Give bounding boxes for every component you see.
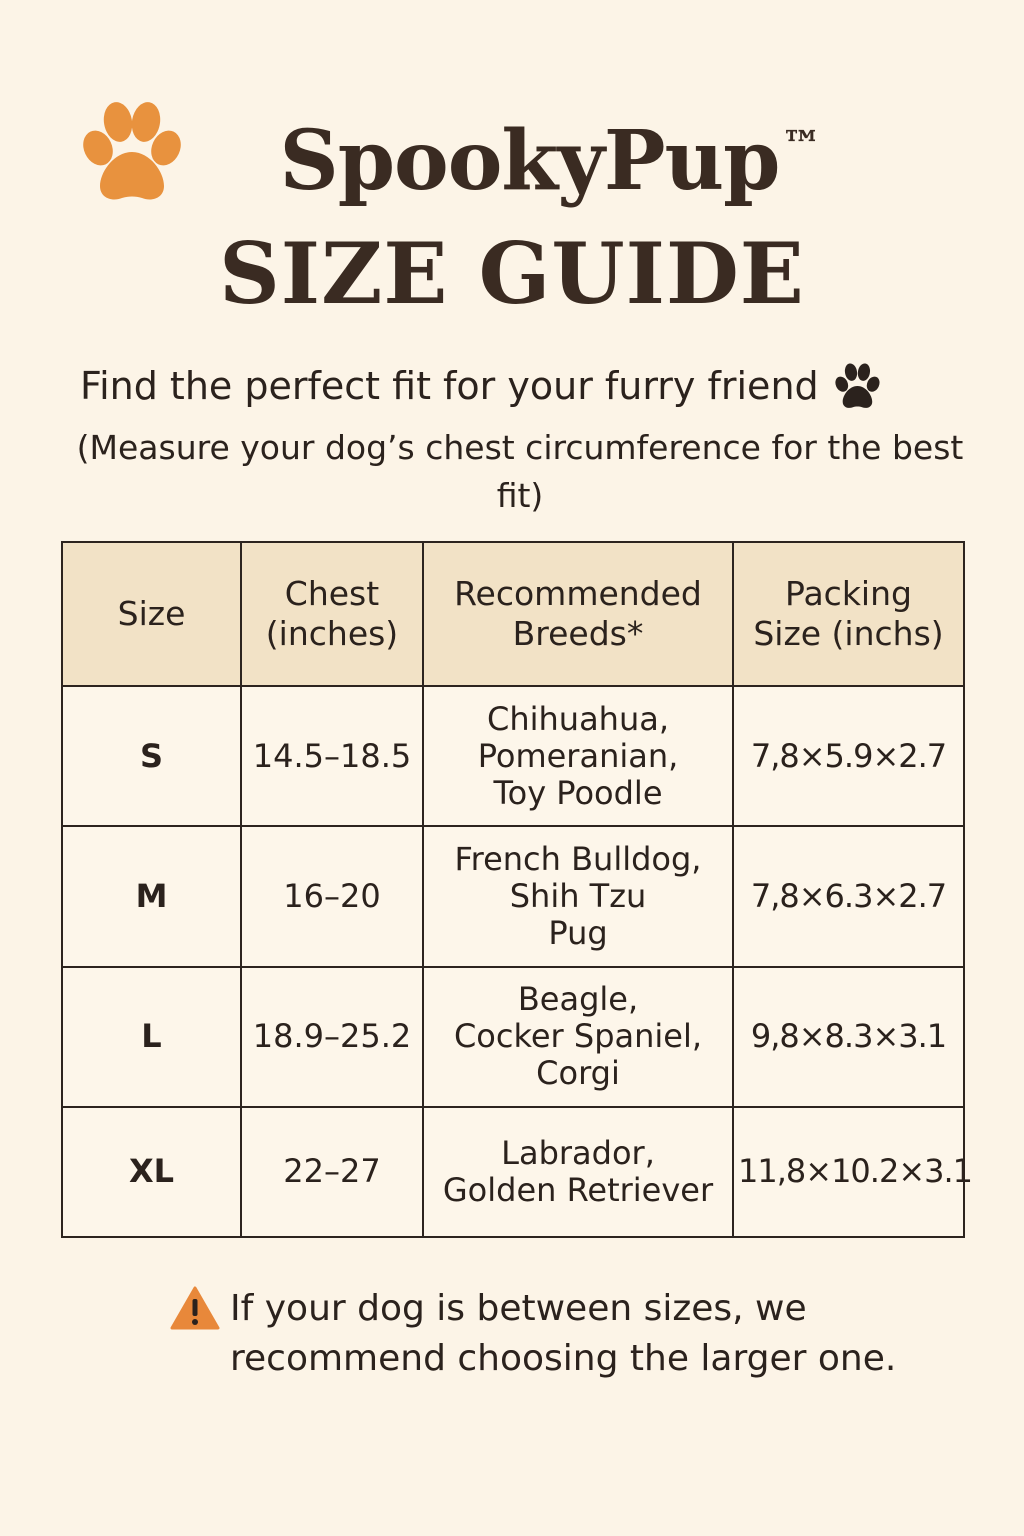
breeds-cell: Beagle, Cocker Spaniel, Corgi	[423, 967, 733, 1107]
table-row	[62, 686, 964, 826]
packing-cell: 11,8×10.2×3.1	[733, 1107, 964, 1237]
breeds-cell: Chihuahua, Pomeranian, Toy Poodle	[423, 686, 733, 826]
header-size: Size	[62, 542, 241, 686]
table-row	[62, 967, 964, 1107]
chest-cell: 22–27	[241, 1107, 423, 1237]
packing-cell: 7,8×5.9×2.7	[733, 686, 964, 826]
brand-title	[120, 113, 980, 209]
table-row	[62, 1107, 964, 1237]
sizing-warning	[170, 1284, 896, 1384]
tagline-text: Find the perfect fit for your furry friend	[80, 364, 819, 408]
warning-text: If your dog is between sizes, we recommend choosing the larger one.	[230, 1288, 897, 1379]
warning-icon	[170, 1286, 220, 1330]
header-breeds: Recommended Breeds*	[423, 542, 733, 686]
table-row	[62, 826, 964, 966]
breeds-cell: French Bulldog, Shih Tzu Pug	[423, 826, 733, 966]
tagline	[80, 362, 881, 410]
breeds-cell: Labrador, Golden Retriever	[423, 1107, 733, 1237]
trademark-symbol: ™	[781, 122, 821, 169]
size-cell: M	[62, 826, 241, 966]
table-header-row	[62, 542, 964, 686]
brand-name: SpookyPup	[279, 113, 780, 209]
measure-note: (Measure your dog’s chest circumference for the best fit)	[76, 428, 964, 515]
page-title: SIZE GUIDE	[219, 224, 805, 323]
size-cell: XL	[62, 1107, 241, 1237]
chest-cell: 18.9–25.2	[241, 967, 423, 1107]
header-packing-size: Packing Size (inchs)	[733, 542, 964, 686]
chest-cell: 14.5–18.5	[241, 686, 423, 826]
paw-print-icon	[833, 362, 881, 410]
header-chest: Chest (inches)	[241, 542, 423, 686]
size-cell: S	[62, 686, 241, 826]
packing-cell: 9,8×8.3×3.1	[733, 967, 964, 1107]
chest-cell: 16–20	[241, 826, 423, 966]
size-cell: L	[62, 967, 241, 1107]
size-table	[61, 541, 973, 1238]
packing-cell: 7,8×6.3×2.7	[733, 826, 964, 966]
